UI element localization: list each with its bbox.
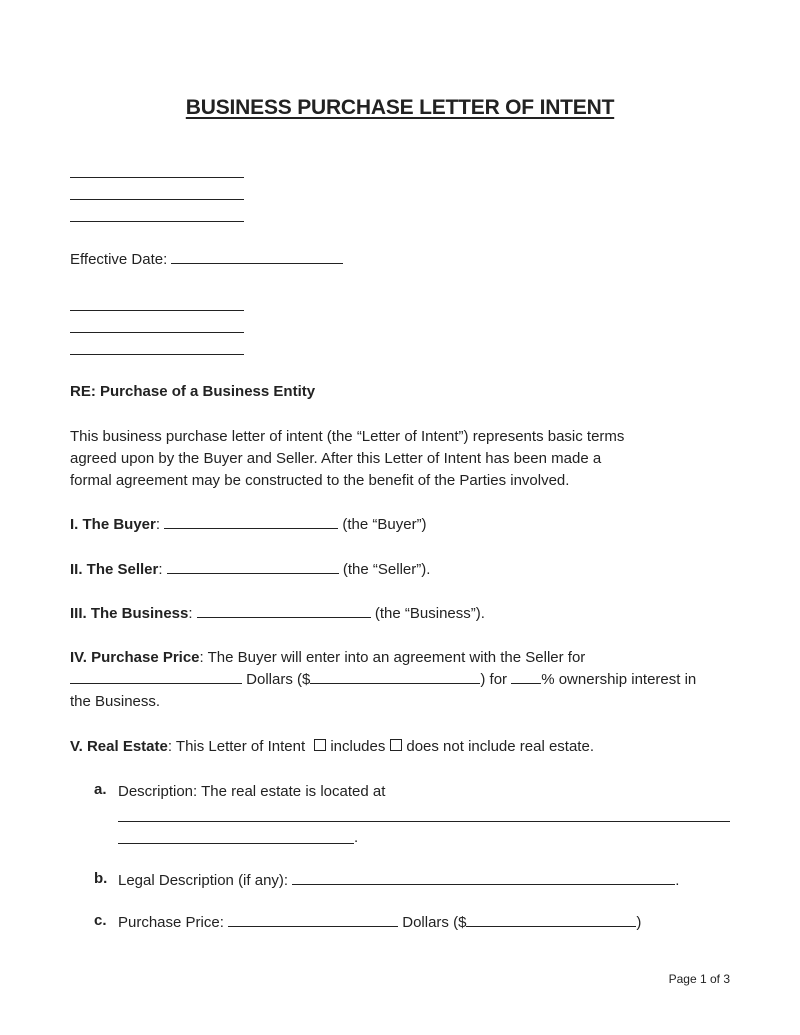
item-a-letter: a. bbox=[94, 781, 107, 798]
intro-line: agreed upon by the Buyer and Seller. After this Letter of Intent has been made a bbox=[70, 450, 602, 467]
effective-date-row bbox=[70, 249, 343, 271]
legal-description-field[interactable] bbox=[292, 871, 675, 885]
business-suffix: (the “Business”). bbox=[370, 605, 485, 622]
item-b-row: Legal Description (if any): . bbox=[118, 872, 680, 889]
seller-suffix: (the “Seller”). bbox=[338, 561, 431, 578]
seller-row: II. The Seller: (the “Seller”). bbox=[70, 561, 431, 578]
item-c-letter: c. bbox=[94, 912, 107, 929]
real-estate-label: V. Real Estate bbox=[70, 738, 168, 755]
real-estate-row: V. Real Estate: This Letter of Intent includes does not include real estate. bbox=[70, 738, 594, 755]
effective-date-label: Effective Date: bbox=[70, 251, 168, 268]
address-line[interactable] bbox=[70, 332, 244, 333]
purchase-price-amount-field[interactable] bbox=[310, 670, 480, 684]
intro-paragraph bbox=[70, 426, 730, 492]
ownership-percent-field[interactable] bbox=[511, 670, 541, 684]
purchase-price-words-field[interactable] bbox=[70, 670, 242, 684]
item-c-text: Purchase Price: bbox=[118, 914, 224, 931]
effective-date-field[interactable] bbox=[171, 250, 343, 264]
intro-line: formal agreement may be constructed to the benefit of the Parties involved. bbox=[70, 472, 570, 489]
business-field[interactable] bbox=[197, 604, 371, 618]
re-price-amount-field[interactable] bbox=[466, 913, 636, 927]
business-label: III. The Business bbox=[70, 605, 189, 622]
seller-label: II. The Seller bbox=[70, 561, 159, 578]
item-b-letter: b. bbox=[94, 870, 108, 887]
address-line[interactable] bbox=[70, 177, 244, 178]
description-field-line[interactable] bbox=[118, 843, 354, 844]
buyer-label: I. The Buyer bbox=[70, 516, 156, 533]
buyer-field[interactable] bbox=[164, 515, 338, 529]
seller-field[interactable] bbox=[167, 560, 339, 574]
item-a-text: Description: The real estate is located at bbox=[118, 783, 386, 800]
item-b-text: Legal Description (if any): bbox=[118, 872, 289, 889]
purchase-price-label: IV. Purchase Price bbox=[70, 649, 200, 666]
business-row: III. The Business: (the “Business”). bbox=[70, 605, 485, 622]
intro-line: This business purchase letter of intent (the “Letter of Intent”) represents basic terms bbox=[70, 428, 625, 445]
description-field-line[interactable] bbox=[118, 821, 730, 822]
re-line: RE: Purchase of a Business Entity bbox=[70, 383, 316, 400]
address-line[interactable] bbox=[70, 199, 244, 200]
not-include-checkbox[interactable] bbox=[390, 739, 402, 751]
includes-checkbox[interactable] bbox=[314, 739, 326, 751]
document-title: BUSINESS PURCHASE LETTER OF INTENT bbox=[185, 96, 615, 119]
page-number: Page 1 of 3 bbox=[668, 972, 730, 986]
address-line[interactable] bbox=[70, 221, 244, 222]
address-line[interactable] bbox=[70, 310, 244, 311]
address-line[interactable] bbox=[70, 354, 244, 355]
item-c-row: Purchase Price: Dollars ($ ) bbox=[118, 914, 642, 931]
purchase-price-paragraph: IV. Purchase Price: The Buyer will enter into an agreement with the Seller for Dollars ($ ) for % ownership interest in the Business. bbox=[70, 649, 697, 710]
buyer-suffix: (the “Buyer”) bbox=[338, 516, 427, 533]
document-page: BUSINESS PURCHASE LETTER OF INTENT Effective Date: RE: Purchase of a Business Entity This business purchase letter of intent (the “Letter of Intent”) represents basic terms agreed upon by the Buyer and Seller. After this Letter of Intent has been made a formal agreement may be constructed to the benefit of the Parties involved. I. The Buyer: (the “Buyer”) II. The Seller: (the “Seller”). III. The Business: (the “Business”). IV. Purchase Price: The Buyer will enter into an agreement with the Seller for Dollars ($ ) for % ownership interest in the Business. V. Real Estate: This Letter of Intent includes does not include real estate. a. Description: The real estate is located at . b. Legal Description (if any): . c. Purchase Price: Dollars ($ ) Page 1 of 3 bbox=[0, 0, 800, 1035]
buyer-row: I. The Buyer: (the “Buyer”) bbox=[70, 516, 427, 533]
re-price-words-field[interactable] bbox=[228, 913, 398, 927]
